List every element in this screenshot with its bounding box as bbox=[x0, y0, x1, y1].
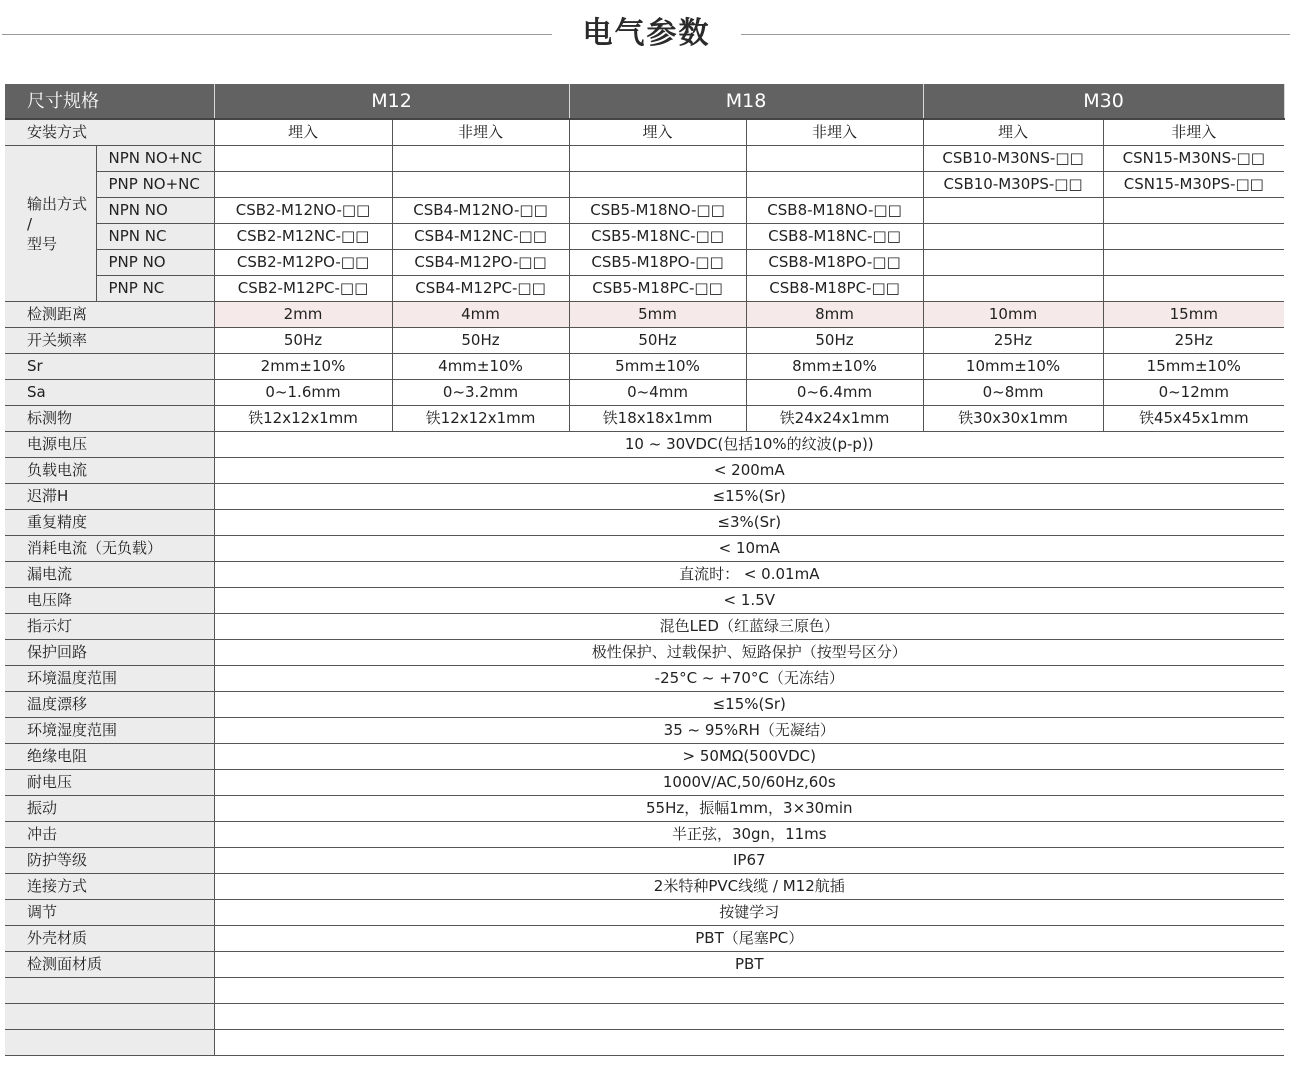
spec-value: 0~3.2mm bbox=[392, 380, 569, 406]
model-cell bbox=[1103, 198, 1284, 224]
spec-row bbox=[5, 718, 1284, 744]
spec-value: 10mm bbox=[923, 302, 1103, 328]
row-label: 振动 bbox=[5, 796, 214, 822]
spec-value: 铁12x12x1mm bbox=[392, 406, 569, 432]
spec-value-shared: 55Hz，振幅1mm，3×30min bbox=[214, 796, 1284, 822]
spec-row bbox=[5, 978, 1284, 1004]
spec-value: 5mm±10% bbox=[569, 354, 746, 380]
spec-value: 2mm bbox=[214, 302, 392, 328]
model-cell: CSB4-M12NC-□□ bbox=[392, 224, 569, 250]
model-cell bbox=[923, 198, 1103, 224]
row-label: 冲击 bbox=[5, 822, 214, 848]
row-label: 负载电流 bbox=[5, 458, 214, 484]
model-cell bbox=[569, 146, 746, 172]
row-label: 开关频率 bbox=[5, 328, 214, 354]
spec-value-shared: 1000V/AC,50/60Hz,60s bbox=[214, 770, 1284, 796]
spec-value-shared: ≤15%(Sr) bbox=[214, 692, 1284, 718]
spec-value-shared: PBT bbox=[214, 952, 1284, 978]
model-cell: CSB2-M12NO-□□ bbox=[214, 198, 392, 224]
spec-row bbox=[5, 406, 1284, 432]
row-label: 连接方式 bbox=[5, 874, 214, 900]
mount-value: 非埋入 bbox=[392, 119, 569, 146]
model-cell: CSB4-M12PO-□□ bbox=[392, 250, 569, 276]
model-cell: CSB8-M18PC-□□ bbox=[746, 276, 923, 302]
spec-value: 50Hz bbox=[569, 328, 746, 354]
header-row bbox=[5, 84, 1284, 119]
spec-row bbox=[5, 666, 1284, 692]
spec-value: 4mm bbox=[392, 302, 569, 328]
spec-value: 5mm bbox=[569, 302, 746, 328]
spec-value: 铁12x12x1mm bbox=[214, 406, 392, 432]
spec-value: 铁45x45x1mm bbox=[1103, 406, 1284, 432]
row-label: 耐电压 bbox=[5, 770, 214, 796]
spec-row bbox=[5, 562, 1284, 588]
output-row bbox=[5, 224, 1284, 250]
row-label: 电源电压 bbox=[5, 432, 214, 458]
title-bar bbox=[0, 12, 1290, 56]
row-label: 指示灯 bbox=[5, 614, 214, 640]
row-label: 消耗电流（无负载） bbox=[5, 536, 214, 562]
spec-value: 铁30x30x1mm bbox=[923, 406, 1103, 432]
output-type: NPN NC bbox=[96, 224, 214, 250]
spec-value: 50Hz bbox=[746, 328, 923, 354]
output-row bbox=[5, 146, 1284, 172]
model-cell bbox=[923, 224, 1103, 250]
row-label: 电压降 bbox=[5, 588, 214, 614]
model-cell bbox=[1103, 224, 1284, 250]
spec-row bbox=[5, 302, 1284, 328]
spec-row bbox=[5, 1030, 1284, 1056]
spec-value-shared bbox=[214, 978, 1284, 1004]
spec-value: 50Hz bbox=[392, 328, 569, 354]
spec-value: 50Hz bbox=[214, 328, 392, 354]
spec-value-shared bbox=[214, 1030, 1284, 1056]
spec-table bbox=[5, 84, 1285, 1056]
spec-value-shared: 直流时： < 0.01mA bbox=[214, 562, 1284, 588]
spec-value: 15mm bbox=[1103, 302, 1284, 328]
spec-value: 0~8mm bbox=[923, 380, 1103, 406]
model-cell bbox=[392, 146, 569, 172]
row-label: 绝缘电阻 bbox=[5, 744, 214, 770]
output-row bbox=[5, 198, 1284, 224]
row-label: 标测物 bbox=[5, 406, 214, 432]
model-cell: CSB2-M12NC-□□ bbox=[214, 224, 392, 250]
output-group-label-line: 型号 bbox=[27, 234, 58, 253]
spec-value-shared: < 200mA bbox=[214, 458, 1284, 484]
model-cell: CSN15-M30PS-□□ bbox=[1103, 172, 1284, 198]
spec-row bbox=[5, 614, 1284, 640]
spec-value-shared: ≤3%(Sr) bbox=[214, 510, 1284, 536]
output-type: NPN NO bbox=[96, 198, 214, 224]
spec-row bbox=[5, 926, 1284, 952]
model-cell: CSB8-M18PO-□□ bbox=[746, 250, 923, 276]
row-label: 温度漂移 bbox=[5, 692, 214, 718]
spec-value-shared: IP67 bbox=[214, 848, 1284, 874]
output-group-label-line: / bbox=[27, 214, 33, 233]
model-cell bbox=[1103, 250, 1284, 276]
header-size-m18: M18 bbox=[569, 84, 923, 119]
spec-row bbox=[5, 952, 1284, 978]
spec-value: 0~6.4mm bbox=[746, 380, 923, 406]
row-label: 重复精度 bbox=[5, 510, 214, 536]
row-label bbox=[5, 978, 214, 1004]
spec-value-shared: 10 ~ 30VDC(包括10%的纹波(p-p)) bbox=[214, 432, 1284, 458]
spec-row bbox=[5, 510, 1284, 536]
model-cell bbox=[746, 172, 923, 198]
spec-row bbox=[5, 1004, 1284, 1030]
model-cell bbox=[214, 172, 392, 198]
mount-value: 非埋入 bbox=[746, 119, 923, 146]
spec-value: 0~12mm bbox=[1103, 380, 1284, 406]
mount-value: 非埋入 bbox=[1103, 119, 1284, 146]
row-label: 安装方式 bbox=[5, 119, 214, 146]
spec-value-shared: 极性保护、过载保护、短路保护（按型号区分） bbox=[214, 640, 1284, 666]
spec-value: 铁24x24x1mm bbox=[746, 406, 923, 432]
model-cell: CSN15-M30NS-□□ bbox=[1103, 146, 1284, 172]
spec-value: 8mm bbox=[746, 302, 923, 328]
header-size-m12: M12 bbox=[214, 84, 569, 119]
spec-row bbox=[5, 484, 1284, 510]
row-label: 防护等级 bbox=[5, 848, 214, 874]
spec-value-shared bbox=[214, 1004, 1284, 1030]
spec-value-shared: < 10mA bbox=[214, 536, 1284, 562]
row-label: 迟滞H bbox=[5, 484, 214, 510]
page-title: 电气参数 bbox=[582, 16, 711, 51]
model-cell bbox=[569, 172, 746, 198]
row-label bbox=[5, 1004, 214, 1030]
spec-row bbox=[5, 822, 1284, 848]
row-label: 环境温度范围 bbox=[5, 666, 214, 692]
row-label: 调节 bbox=[5, 900, 214, 926]
spec-value: 铁18x18x1mm bbox=[569, 406, 746, 432]
spec-row bbox=[5, 796, 1284, 822]
spec-value-shared: 按键学习 bbox=[214, 900, 1284, 926]
spec-value-shared: < 1.5V bbox=[214, 588, 1284, 614]
spec-value: 2mm±10% bbox=[214, 354, 392, 380]
model-cell: CSB4-M12PC-□□ bbox=[392, 276, 569, 302]
spec-row bbox=[5, 432, 1284, 458]
model-cell: CSB2-M12PO-□□ bbox=[214, 250, 392, 276]
model-cell: CSB2-M12PC-□□ bbox=[214, 276, 392, 302]
model-cell: CSB10-M30NS-□□ bbox=[923, 146, 1103, 172]
model-cell: CSB5-M18PO-□□ bbox=[569, 250, 746, 276]
row-label: Sr bbox=[5, 354, 214, 380]
spec-row bbox=[5, 328, 1284, 354]
spec-value-shared: 35 ~ 95%RH（无凝结） bbox=[214, 718, 1284, 744]
row-label bbox=[5, 1030, 214, 1056]
model-cell: CSB5-M18PC-□□ bbox=[569, 276, 746, 302]
output-row bbox=[5, 172, 1284, 198]
spec-row bbox=[5, 848, 1284, 874]
mount-value: 埋入 bbox=[569, 119, 746, 146]
model-cell: CSB8-M18NO-□□ bbox=[746, 198, 923, 224]
output-group-label bbox=[5, 146, 96, 302]
spec-value: 0~1.6mm bbox=[214, 380, 392, 406]
title-divider-left bbox=[2, 34, 552, 35]
spec-row bbox=[5, 380, 1284, 406]
spec-value-shared: 混色LED（红蓝绿三原色） bbox=[214, 614, 1284, 640]
mount-value: 埋入 bbox=[923, 119, 1103, 146]
output-type: PNP NO bbox=[96, 250, 214, 276]
model-cell: CSB5-M18NC-□□ bbox=[569, 224, 746, 250]
spec-value-shared: ≤15%(Sr) bbox=[214, 484, 1284, 510]
output-type: PNP NC bbox=[96, 276, 214, 302]
spec-row bbox=[5, 536, 1284, 562]
row-label: 检测距离 bbox=[5, 302, 214, 328]
spec-row bbox=[5, 640, 1284, 666]
header-label: 尺寸规格 bbox=[5, 84, 214, 119]
title-divider-right bbox=[741, 34, 1290, 35]
output-type: NPN NO+NC bbox=[96, 146, 214, 172]
mount-row bbox=[5, 119, 1284, 146]
spec-value: 8mm±10% bbox=[746, 354, 923, 380]
spec-value-shared: > 50MΩ(500VDC) bbox=[214, 744, 1284, 770]
mount-value: 埋入 bbox=[214, 119, 392, 146]
model-cell bbox=[923, 250, 1103, 276]
spec-value: 25Hz bbox=[1103, 328, 1284, 354]
model-cell bbox=[214, 146, 392, 172]
model-cell: CSB8-M18NC-□□ bbox=[746, 224, 923, 250]
spec-value-shared: PBT（尾塞PC） bbox=[214, 926, 1284, 952]
model-cell bbox=[392, 172, 569, 198]
model-cell bbox=[1103, 276, 1284, 302]
model-cell: CSB4-M12NO-□□ bbox=[392, 198, 569, 224]
output-type: PNP NO+NC bbox=[96, 172, 214, 198]
row-label: 外壳材质 bbox=[5, 926, 214, 952]
row-label: 检测面材质 bbox=[5, 952, 214, 978]
spec-value-shared: -25°C ~ +70°C（无冻结） bbox=[214, 666, 1284, 692]
spec-row bbox=[5, 692, 1284, 718]
spec-row bbox=[5, 770, 1284, 796]
spec-row bbox=[5, 458, 1284, 484]
spec-row bbox=[5, 744, 1284, 770]
model-cell bbox=[746, 146, 923, 172]
spec-value-shared: 半正弦，30gn，11ms bbox=[214, 822, 1284, 848]
spec-row bbox=[5, 874, 1284, 900]
spec-value: 25Hz bbox=[923, 328, 1103, 354]
row-label: 漏电流 bbox=[5, 562, 214, 588]
spec-value-shared: 2米特种PVC线缆 / M12航插 bbox=[214, 874, 1284, 900]
row-label: Sa bbox=[5, 380, 214, 406]
model-cell: CSB10-M30PS-□□ bbox=[923, 172, 1103, 198]
model-cell bbox=[923, 276, 1103, 302]
row-label: 保护回路 bbox=[5, 640, 214, 666]
spec-value: 4mm±10% bbox=[392, 354, 569, 380]
spec-value: 0~4mm bbox=[569, 380, 746, 406]
spec-value: 10mm±10% bbox=[923, 354, 1103, 380]
row-label: 环境湿度范围 bbox=[5, 718, 214, 744]
output-row bbox=[5, 250, 1284, 276]
output-row bbox=[5, 276, 1284, 302]
model-cell: CSB5-M18NO-□□ bbox=[569, 198, 746, 224]
output-group-label-line: 输出方式 bbox=[27, 194, 88, 213]
header-size-m30: M30 bbox=[923, 84, 1284, 119]
spec-row bbox=[5, 900, 1284, 926]
spec-row bbox=[5, 588, 1284, 614]
spec-row bbox=[5, 354, 1284, 380]
spec-value: 15mm±10% bbox=[1103, 354, 1284, 380]
